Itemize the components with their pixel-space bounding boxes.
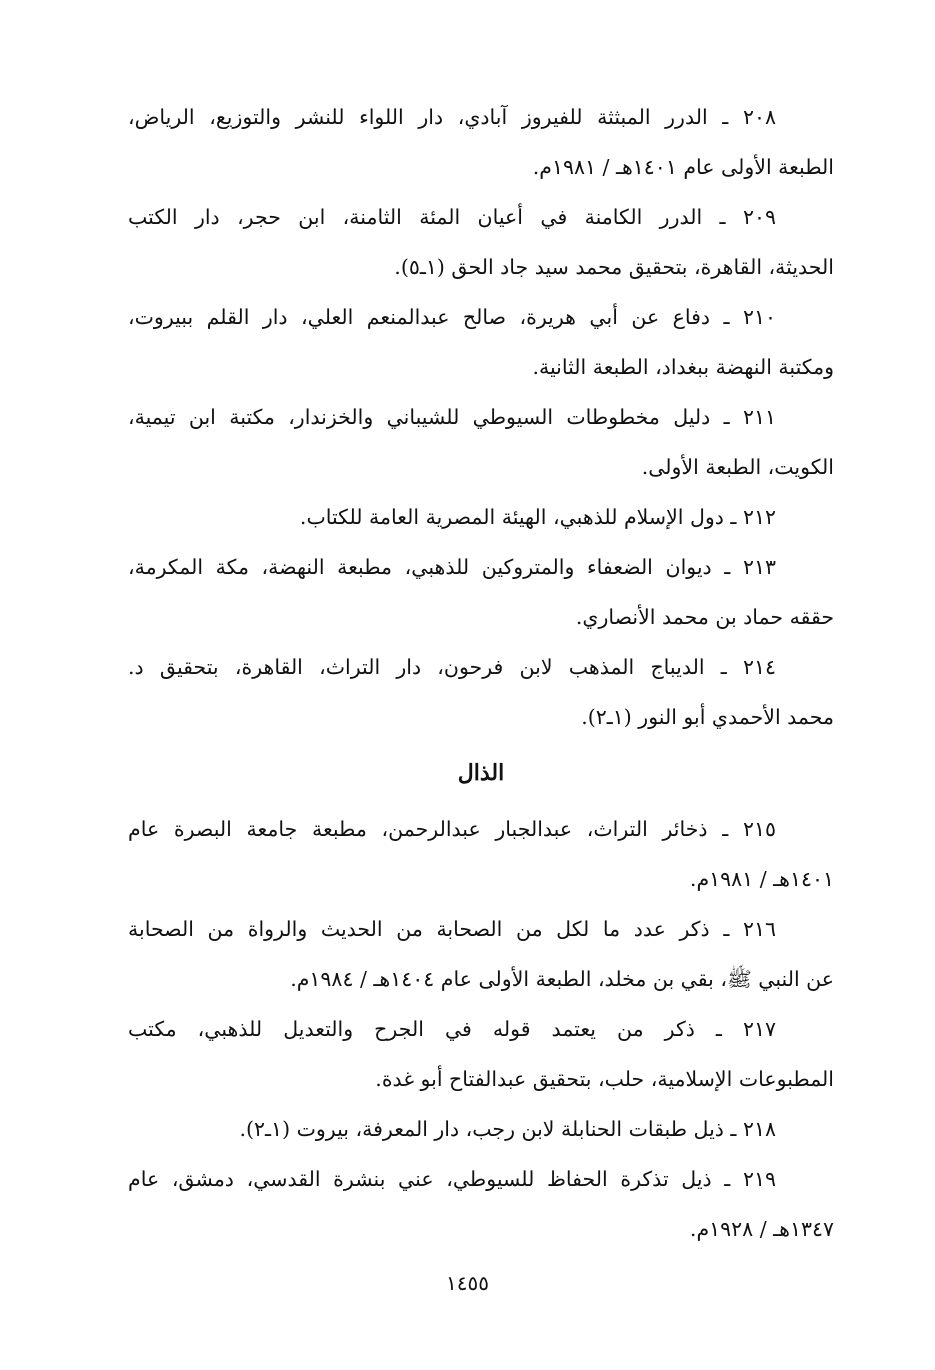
entry-continuation: ١٤٠١هـ / ١٩٨١م. [689,867,834,891]
bibliography-entry-210 [128,292,834,392]
bibliography-entry-209 [128,192,834,292]
bibliography-entry-212 [128,492,834,542]
entry-first-line: ٢١٠ ـ دفاع عن أبي هريرة، صالح عبدالمنعم العلي، دار القلم ببيروت، [128,305,776,329]
entry-continuation: عن النبي ﷺ، بقي بن مخلد، الطبعة الأولى عام ١٤٠٤هـ / ١٩٨٤م. [290,967,834,991]
bibliography-entry-218 [128,1104,834,1154]
entry-first-line: ٢١٨ ـ ذيل طبقات الحنابلة لابن رجب، دار المعرفة، بيروت (١ـ٢). [239,1117,776,1141]
bibliography-entry-216 [128,904,834,1004]
entry-first-line: ٢٠٨ ـ الدرر المبثثة للفيروز آبادي، دار اللواء للنشر والتوزيع، الرياض، [128,105,776,129]
bibliography-entry-215 [128,804,834,904]
entry-first-line: ٢١٥ ـ ذخائر التراث، عبدالجبار عبدالرحمن، مطبعة جامعة البصرة عام [128,817,776,841]
entry-first-line: ٢١٢ ـ دول الإسلام للذهبي، الهيئة المصرية العامة للكتاب. [299,505,776,529]
entry-continuation: ومكتبة النهضة ببغداد، الطبعة الثانية. [532,355,834,379]
entry-continuation: الحديثة، القاهرة، بتحقيق محمد سيد جاد الحق (١ـ٥). [394,255,834,279]
entry-continuation: ١٣٤٧هـ / ١٩٢٨م. [689,1217,834,1241]
entry-first-line: ٢١٤ ـ الديباج المذهب لابن فرحون، دار التراث، القاهرة، بتحقيق د. [128,655,776,679]
entry-first-line: ٢١٣ ـ ديوان الضعفاء والمتروكين للذهبي، مطبعة النهضة، مكة المكرمة، [128,555,776,579]
entry-first-line: ٢١٦ ـ ذكر عدد ما لكل من الصحابة من الحديث والرواة من الصحابة [128,917,776,941]
bibliography-entry-213 [128,542,834,642]
bibliography-entry-217 [128,1004,834,1104]
entry-first-line: ٢١١ ـ دليل مخطوطات السيوطي للشيباني والخزندار، مكتبة ابن تيمية، [128,405,776,429]
entry-continuation: حققه حماد بن محمد الأنصاري. [575,605,834,629]
page-body [128,92,834,1254]
bibliography-entry-208 [128,92,834,192]
entry-continuation: محمد الأحمدي أبو النور (١ـ٢). [581,705,834,729]
entry-continuation: الكويت، الطبعة الأولى. [641,455,834,479]
page-number: ١٤٥٥ [446,1271,489,1295]
entry-first-line: ٢٠٩ ـ الدرر الكامنة في أعيان المئة الثامنة، ابن حجر، دار الكتب [128,205,776,229]
entry-continuation: الطبعة الأولى عام ١٤٠١هـ / ١٩٨١م. [532,155,834,179]
entry-first-line: ٢١٧ ـ ذكر من يعتمد قوله في الجرح والتعديل للذهبي، مكتب [128,1017,776,1041]
bibliography-entry-211 [128,392,834,492]
section-heading: الذال [457,760,505,786]
entry-continuation: المطبوعات الإسلامية، حلب، بتحقيق عبدالفتاح أبو غدة. [375,1067,834,1091]
bibliography-entry-214 [128,642,834,742]
bibliography-entry-219 [128,1154,834,1254]
entry-first-line: ٢١٩ ـ ذيل تذكرة الحفاظ للسيوطي، عني بنشرة القدسي، دمشق، عام [128,1167,776,1191]
